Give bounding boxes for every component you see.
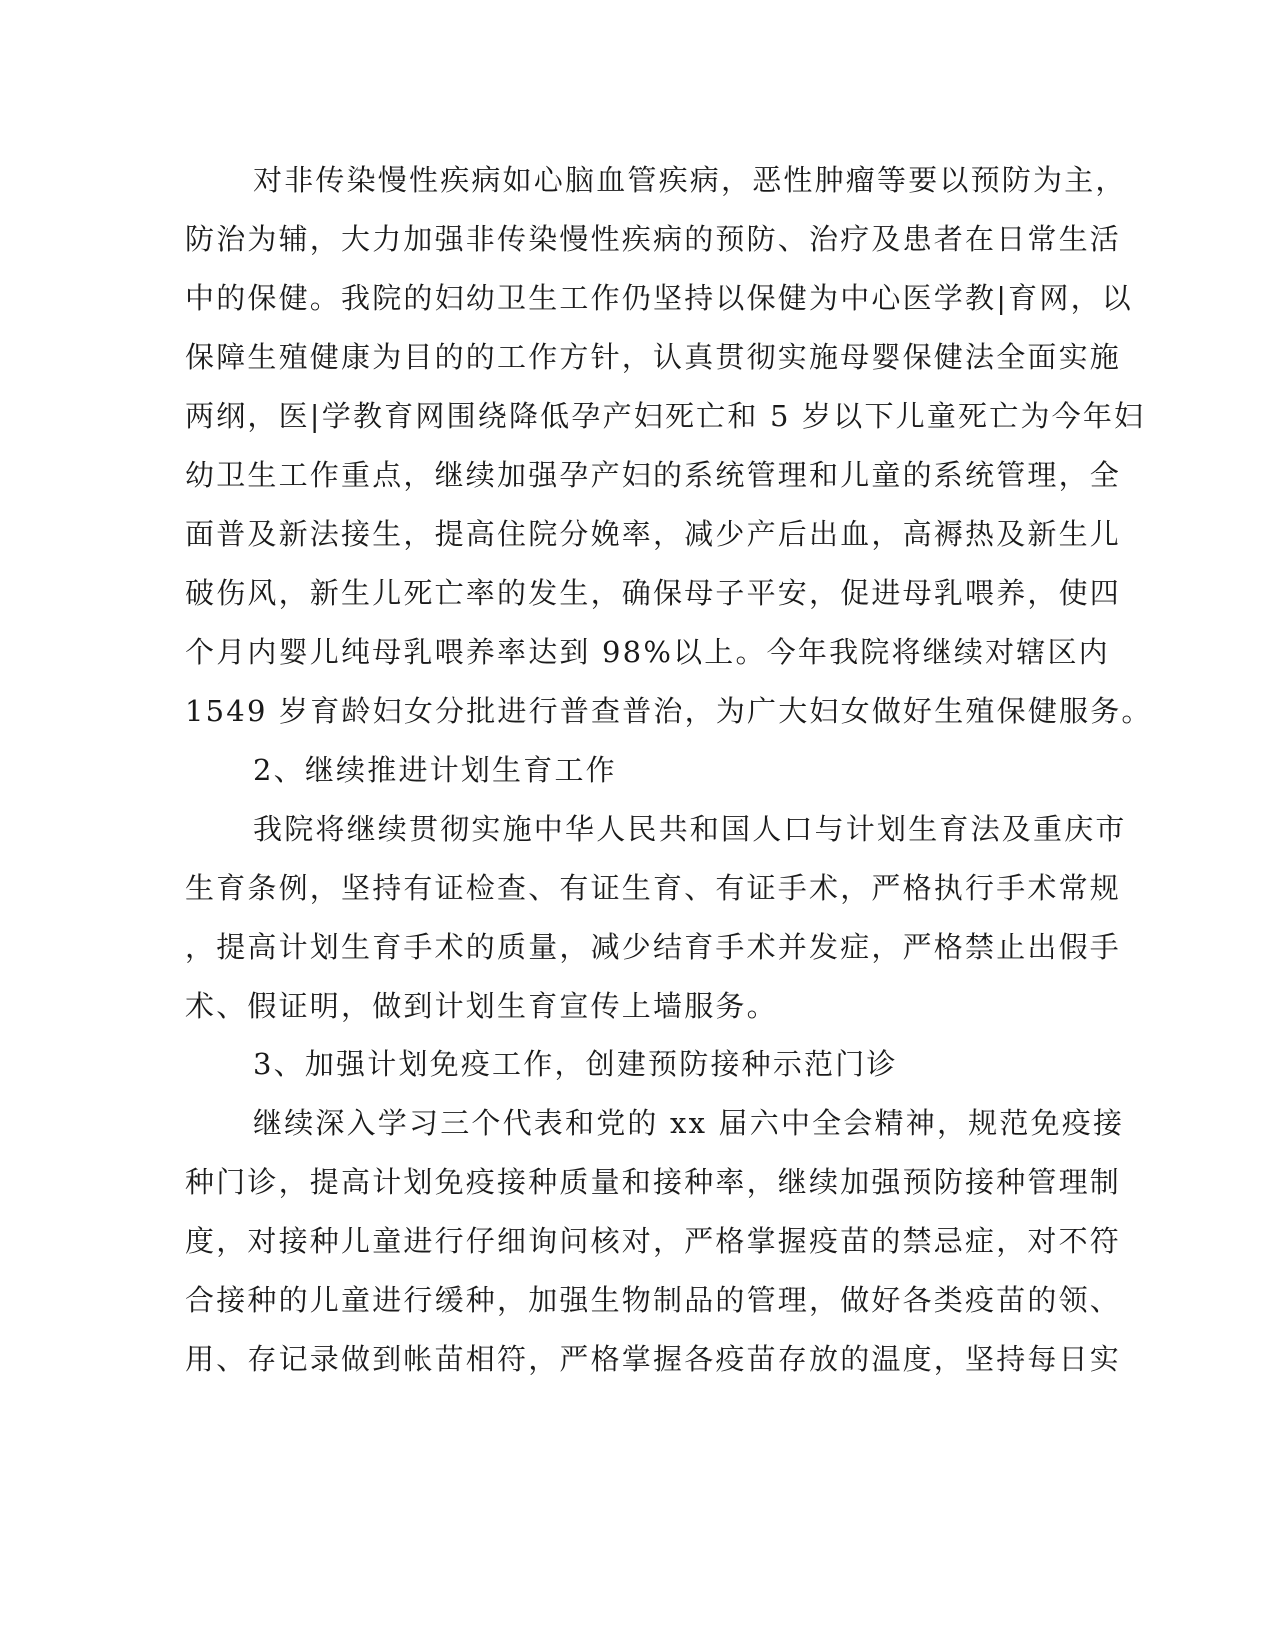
- section-heading: 3、加强计划免疫工作，创建预防接种示范门诊: [253, 1047, 898, 1081]
- paragraph-line: 对非传染慢性疾病如心脑血管疾病，恶性肿瘤等要以预防为主，: [253, 163, 1127, 197]
- section-heading: 2、继续推进计划生育工作: [253, 753, 617, 787]
- paragraph-line: 合接种的儿童进行缓种，加强生物制品的管理，做好各类疫苗的领、: [185, 1283, 1122, 1317]
- paragraph-line: 中的保健。我院的妇幼卫生工作仍坚持以保健为中心医学教|育网，以: [185, 281, 1133, 315]
- paragraph-line: 保障生殖健康为目的的工作方针，认真贯彻实施母婴保健法全面实施: [185, 340, 1122, 374]
- paragraph-line: ，提高计划生育手术的质量，减少结育手术并发症，严格禁止出假手: [185, 930, 1122, 964]
- paragraph-line: 度，对接种儿童进行仔细询问核对，严格掌握疫苗的禁忌症，对不符: [185, 1224, 1122, 1258]
- paragraph-line: 幼卫生工作重点，继续加强孕产妇的系统管理和儿童的系统管理，全: [185, 458, 1122, 492]
- paragraph-line: 面普及新法接生，提高住院分娩率，减少产后出血，高褥热及新生儿: [185, 517, 1122, 551]
- paragraph-line: 种门诊，提高计划免疫接种质量和接种率，继续加强预防接种管理制: [185, 1165, 1122, 1199]
- paragraph-line: 术、假证明，做到计划生育宣传上墙服务。: [185, 989, 778, 1023]
- paragraph-line: 1549 岁育龄妇女分批进行普查普治，为广大妇女做好生殖保健服务。: [185, 694, 1153, 728]
- paragraph-line: 两纲，医|学教育网围绕降低孕产妇死亡和 5 岁以下儿童死亡为今年妇: [185, 399, 1146, 433]
- paragraph-line: 继续深入学习三个代表和党的 xx 届六中全会精神，规范免疫接: [253, 1106, 1125, 1140]
- paragraph-line: 我院将继续贯彻实施中华人民共和国人口与计划生育法及重庆市: [253, 812, 1127, 846]
- paragraph-line: 个月内婴儿纯母乳喂养率达到 98%以上。今年我院将继续对辖区内: [185, 635, 1110, 669]
- paragraph-line: 破伤风，新生儿死亡率的发生，确保母子平安，促进母乳喂养，使四: [185, 576, 1122, 610]
- paragraph-line: 防治为辅，大力加强非传染慢性疾病的预防、治疗及患者在日常生活: [185, 222, 1122, 256]
- paragraph-line: 生育条例，坚持有证检查、有证生育、有证手术，严格执行手术常规: [185, 871, 1122, 905]
- paragraph-line: 用、存记录做到帐苗相符，严格掌握各疫苗存放的温度，坚持每日实: [185, 1342, 1122, 1376]
